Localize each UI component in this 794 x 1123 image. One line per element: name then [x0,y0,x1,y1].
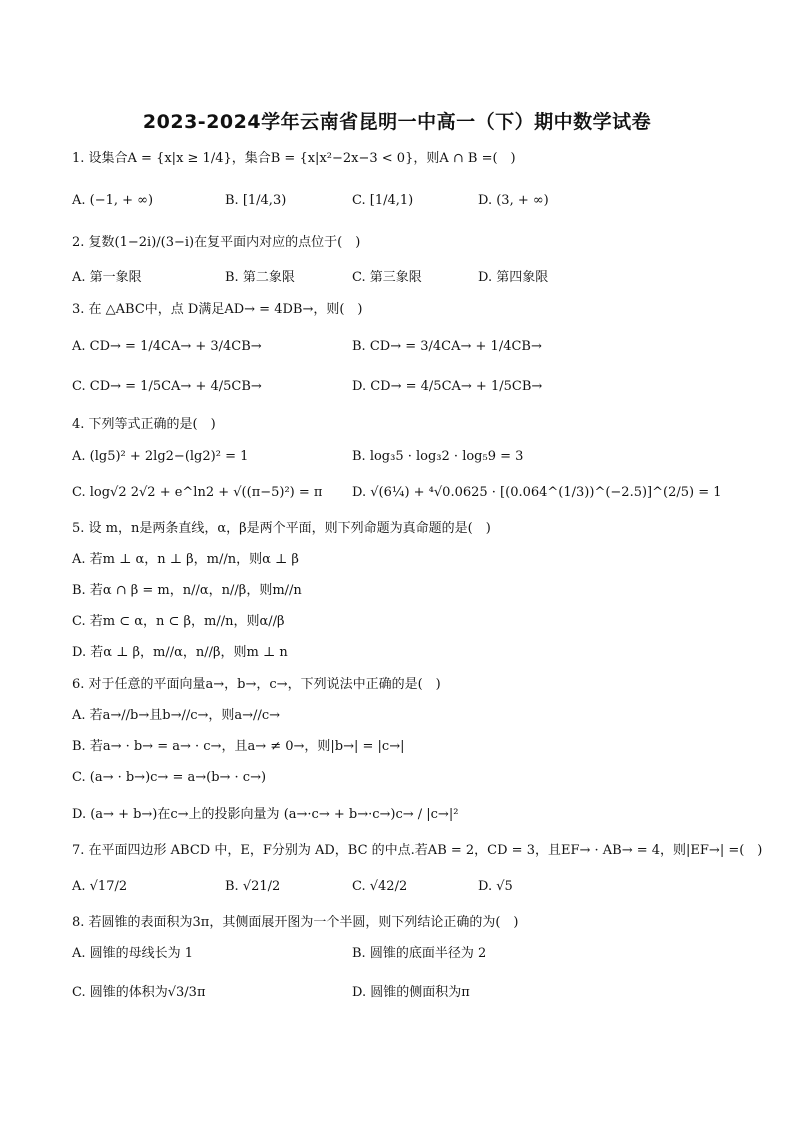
exam-title: 2023-2024学年云南省昆明一中高一（下）期中数学试卷 [142,111,652,133]
question-2-option-d: D. 第四象限 [478,270,549,285]
question-5-option-a: A. 若m ⊥ α，n ⊥ β，m//n，则α ⊥ β [72,552,299,567]
question-8-option-a: A. 圆锥的母线长为 1 [72,946,194,961]
question-2-option-c: C. 第三象限 [352,270,422,285]
question-8-option-d: D. 圆锥的侧面积为π [352,985,470,1000]
question-5-stem: 5. 设 m，n是两条直线，α，β是两个平面，则下列命题为真命题的是( ) [72,521,491,536]
question-3-option-a: A. CD→ = 1/4CA→ + 3/4CB→ [72,339,262,354]
question-4-option-d: D. √(6¼) + ⁴√0.0625 · [(0.064^(1/3))^(−2.5)]^(2/5) = 1 [352,485,722,500]
question-1-option-b: B. [1/4,3) [225,193,287,208]
question-6-option-c: C. (a→ · b→)c→ = a→(b→ · c→) [72,770,267,785]
question-3-option-b: B. CD→ = 3/4CA→ + 1/4CB→ [352,339,542,354]
question-7-stem: 7. 在平面四边形 ABCD 中，E，F分别为 AD，BC 的中点.若AB = 2，CD = 3，且EF→ · AB→ = 4，则|EF→| =( ) [72,843,763,858]
question-3-option-c: C. CD→ = 1/5CA→ + 4/5CB→ [72,379,262,394]
question-2-stem: 2. 复数(1−2i)/(3−i)在复平面内对应的点位于( ) [72,235,361,250]
question-1-stem: 1. 设集合A = {x|x ≥ 1/4}，集合B = {x|x²−2x−3 < 0}，则A ∩ B =( ) [72,151,516,166]
question-4-option-c: C. log√2 2√2 + e^ln2 + √((π−5)²) = π [72,485,323,500]
question-2-option-a: A. 第一象限 [72,270,142,285]
question-1-option-a: A. (−1, + ∞) [72,193,154,208]
question-3-stem: 3. 在 △ABC中，点 D满足AD→ = 4DB→，则( ) [72,302,363,317]
question-4-option-a: A. (lg5)² + 2lg2−(lg2)² = 1 [72,449,249,464]
question-8-option-c: C. 圆锥的体积为√3/3π [72,985,206,1000]
question-1-option-c: C. [1/4,1) [352,193,414,208]
question-7-option-c: C. √42/2 [352,879,408,894]
question-5-option-d: D. 若α ⊥ β，m//α，n//β，则m ⊥ n [72,645,288,660]
question-5-option-b: B. 若α ∩ β = m，n//α，n//β，则m//n [72,583,302,598]
question-7-option-d: D. √5 [478,879,513,894]
question-7-option-a: A. √17/2 [72,879,128,894]
question-6-option-b: B. 若a→ · b→ = a→ · c→，且a→ ≠ 0→，则|b→| = |c→| [72,739,405,754]
question-8-option-b: B. 圆锥的底面半径为 2 [352,946,487,961]
question-4-stem: 4. 下列等式正确的是( ) [72,417,216,432]
question-4-option-b: B. log₃5 · log₃2 · log₅9 = 3 [352,449,524,464]
question-6-option-d: D. (a→ + b→)在c→上的投影向量为 (a→·c→ + b→·c→)c→ / |c→|² [72,807,459,822]
question-5-option-c: C. 若m ⊂ α，n ⊂ β，m//n，则α//β [72,614,285,629]
question-6-stem: 6. 对于任意的平面向量a→，b→，c→，下列说法中正确的是( ) [72,677,441,692]
question-7-option-b: B. √21/2 [225,879,281,894]
question-8-stem: 8. 若圆锥的表面积为3π，其侧面展开图为一个半圆，则下列结论正确的为( ) [72,915,519,930]
question-1-option-d: D. (3, + ∞) [478,193,549,208]
question-6-option-a: A. 若a→//b→且b→//c→，则a→//c→ [72,708,280,723]
question-2-option-b: B. 第二象限 [225,270,295,285]
question-3-option-d: D. CD→ = 4/5CA→ + 1/5CB→ [352,379,543,394]
